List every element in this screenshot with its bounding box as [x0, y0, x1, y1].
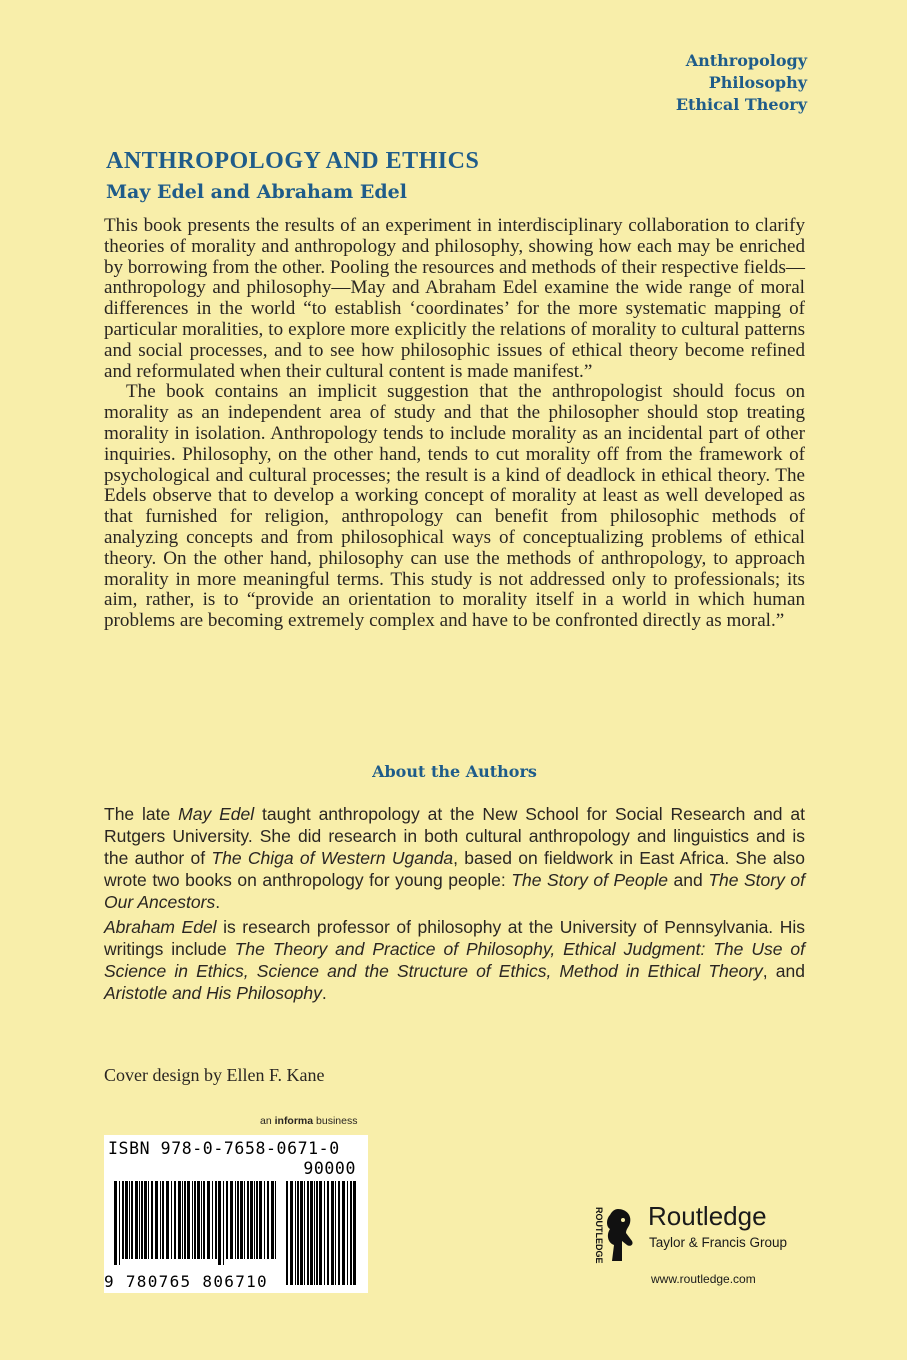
ean-digits: 9 780765 806710 — [104, 1272, 268, 1291]
barcode-bar — [192, 1181, 193, 1259]
bio-text: The late — [104, 804, 179, 824]
barcode-bar — [250, 1181, 253, 1259]
routledge-vertical-wordmark — [594, 1205, 608, 1267]
barcode-bar — [197, 1181, 200, 1259]
isbn-barcode — [104, 1135, 368, 1293]
publisher-group: Taylor & Francis Group — [649, 1235, 788, 1250]
barcode-bar — [235, 1181, 236, 1259]
book-title-ref: Aristotle and His Philosophy — [104, 983, 322, 1003]
barcode-bar — [335, 1181, 336, 1285]
barcode-bar — [201, 1181, 202, 1259]
barcode-bar — [230, 1181, 233, 1259]
bio-text: , and — [762, 961, 805, 981]
barcode-bar — [240, 1181, 243, 1259]
barcode-bar — [207, 1181, 210, 1259]
barcode-bar — [151, 1181, 153, 1259]
bio-may-edel — [104, 803, 805, 913]
tagline-suffix: business — [313, 1115, 358, 1127]
barcode-bar — [264, 1181, 265, 1259]
barcode-bar — [119, 1181, 120, 1265]
barcode-bar — [141, 1181, 143, 1259]
book-authors: May Edel and Abraham Edel — [106, 181, 407, 203]
barcode-bar — [331, 1181, 334, 1285]
description-paragraph-1: This book presents the results of an experiment in interdisciplinary collaboration to clarify theories of morality and anthropology and philosophy, showing how each may be enriched by borrowing from the other. Pooling the resources and methods of their respective fields—anthropology and philosophy—May and Abraham Edel examine the wide range of moral differences in the world “to establish ‘coordinates’ for the more systematic mapping of particular moralities, to explore more explicitly the relations of morality to cultural patterns and social processes, and to see how philosophic issues of ethical theory become refined and reformulated when their cultural content is made manifest.” — [104, 215, 805, 382]
barcode-bar — [275, 1181, 276, 1259]
barcode-bar — [271, 1181, 274, 1259]
addon-barcode-bars — [286, 1181, 358, 1287]
barcode-bar — [215, 1181, 217, 1259]
barcode-bar — [184, 1181, 186, 1259]
barcode-bar — [353, 1181, 356, 1285]
barcode-bar — [324, 1181, 325, 1285]
book-title-ref: The Chiga of Western Uganda — [211, 848, 454, 868]
barcode-bar — [316, 1181, 318, 1285]
description-paragraph-2: The book contains an implicit suggestion that the anthropologist should focus on morality as an independent area of study and that the philosopher should stop treating morality in isolation. Anthropology tends to include morality as an incidental part of other inquiries. Philosophy, on the other hand, tends to cut morality off from the framework of psychological and cultural processes; the result is a kind of deadlock in ethical theory. The Edels observe that to develop a working concept of morality at least as well developed as that furnished for religion, anthropology can benefit from philosophic methods of analyzing concepts and from philosophical ways of conceptualizing problems of ethical theory. On the other hand, philosophy can use the methods of anthropology, to approach morality in more meaningful terms. This study is not addressed only to professionals; its aim, rather, is to “provide an orientation to morality itself in a world in which human problems are becoming extremely complex and have to be confronted directly as moral.” — [104, 381, 805, 632]
barcode-bar — [247, 1181, 249, 1259]
barcode-bar — [178, 1181, 181, 1259]
barcode-bar — [297, 1181, 299, 1285]
bio-text: , based on fieldwork in East Africa. She also wrote two books on anthropology for young people: — [104, 848, 805, 890]
routledge-vertical-text: ROUTLEDGE — [594, 1207, 604, 1264]
barcode-bar — [125, 1181, 128, 1259]
barcode-bar — [237, 1181, 239, 1259]
book-title-ref: The Theory and Practice of Philosophy, Ethical Judgment: The Use of Science in Ethics, Science and the Structure of Ethics, Method in Ethical Theory — [104, 939, 806, 981]
barcode-bar — [166, 1181, 169, 1259]
barcode-bar — [259, 1181, 262, 1259]
author-name: May Edel — [178, 804, 255, 824]
barcode-bar — [223, 1181, 224, 1265]
subject-philosophy: Philosophy — [708, 73, 807, 92]
barcode-bar — [212, 1181, 213, 1259]
barcode-bar — [171, 1181, 172, 1259]
informa-business-tagline — [260, 1115, 357, 1127]
publisher-name: Routledge — [648, 1201, 767, 1231]
barcode-bar — [244, 1181, 245, 1259]
barcode-bar — [350, 1181, 352, 1285]
barcode-bar — [155, 1181, 158, 1259]
price-code: 90000 — [303, 1159, 356, 1178]
barcode-bar — [300, 1181, 303, 1285]
tagline-prefix: an — [260, 1115, 275, 1127]
barcode-bar — [139, 1181, 140, 1259]
barcode-bar — [304, 1181, 305, 1285]
barcode-bar — [129, 1181, 130, 1259]
barcode-bar — [144, 1181, 147, 1259]
barcode-bar — [148, 1181, 149, 1259]
isbn-label: ISBN 978-0-7658-0671-0 — [108, 1139, 340, 1158]
bio-text: taught anthropology at the New School for Social Research and at Rutgers University. She did research in both cultural anthropology and linguistics and is the author of — [104, 804, 805, 868]
barcode-bar — [267, 1181, 269, 1259]
barcode-bar — [290, 1181, 293, 1285]
publisher-url[interactable]: www.routledge.com — [651, 1272, 756, 1286]
informa-brand: informa — [274, 1115, 314, 1127]
barcode-bar — [327, 1181, 329, 1285]
book-title-ref: The Story of People — [511, 870, 669, 890]
author-name: Abraham Edel — [104, 917, 217, 937]
barcode-bar — [310, 1181, 313, 1285]
barcode-bar — [295, 1181, 296, 1285]
barcode-bar — [122, 1181, 124, 1259]
barcode-bar — [174, 1181, 176, 1259]
bio-text: . — [215, 892, 221, 912]
barcode-bar — [254, 1181, 255, 1259]
barcode-bar — [256, 1181, 258, 1259]
bio-text: . — [321, 983, 327, 1003]
barcode-bar — [338, 1181, 340, 1285]
subject-ethical-theory: Ethical Theory — [675, 95, 807, 114]
barcode-bar — [187, 1181, 190, 1259]
book-description — [104, 216, 805, 632]
barcode-bar — [319, 1181, 322, 1285]
ean-barcode-bars — [114, 1181, 280, 1265]
barcode-bar — [307, 1181, 309, 1285]
barcode-bar — [135, 1181, 138, 1259]
barcode-bar — [160, 1181, 161, 1259]
barcode-bar — [314, 1181, 315, 1285]
barcode-bar — [226, 1181, 228, 1259]
barcode-bar — [194, 1181, 196, 1259]
about-authors-heading: About the Authors — [372, 762, 537, 781]
bio-text: and — [668, 870, 709, 890]
cover-design-credit: Cover design by Ellen F. Kane — [104, 1065, 325, 1085]
barcode-bar — [131, 1181, 133, 1259]
barcode-bar — [286, 1181, 288, 1285]
bio-abraham-edel — [104, 916, 805, 1004]
book-title-ref: The Story of Our Ancestors — [104, 870, 805, 912]
book-title: ANTHROPOLOGY AND ETHICS — [106, 148, 480, 174]
barcode-bar — [162, 1181, 164, 1259]
barcode-bar — [347, 1181, 348, 1285]
barcode-bar — [114, 1181, 117, 1265]
barcode-bar — [218, 1181, 221, 1265]
barcode-bar — [342, 1181, 345, 1285]
subject-categories — [676, 50, 807, 116]
subject-anthropology: Anthropology — [685, 51, 807, 70]
barcode-bar — [203, 1181, 205, 1259]
barcode-bar — [182, 1181, 183, 1259]
bio-text: is research professor of philosophy at the University of Pennsylvania. His writings include — [104, 917, 805, 959]
